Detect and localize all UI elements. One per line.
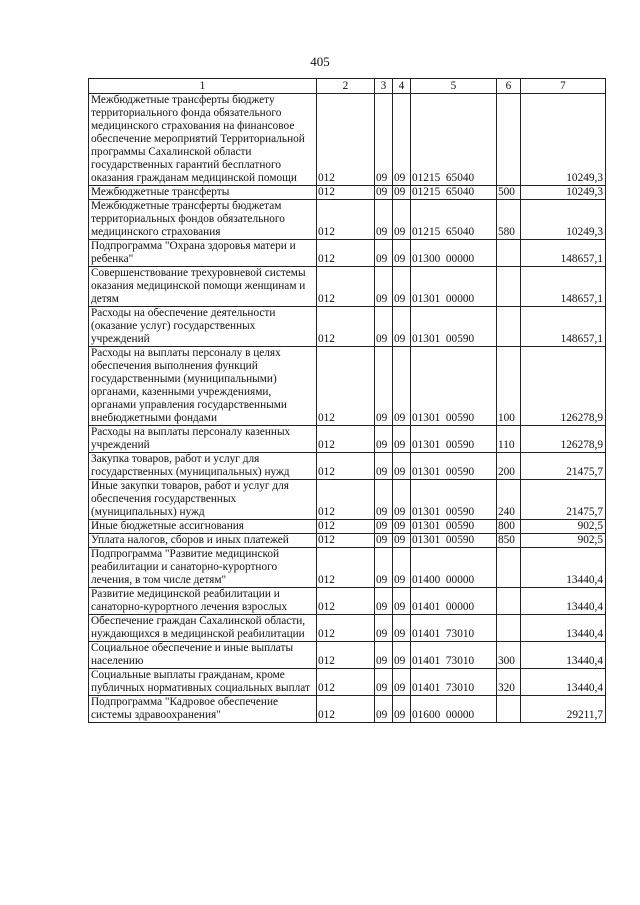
table-row <box>89 588 606 615</box>
row-name: Совершенствование трехуровневой системы оказания медицинской помощи женщинам и детям <box>89 267 317 307</box>
row-rz: 09 <box>375 669 393 696</box>
row-sum: 13440,4 <box>521 669 606 696</box>
row-rz: 09 <box>375 642 393 669</box>
row-pr: 09 <box>393 642 411 669</box>
row-csr: 01400 00000 <box>411 548 497 588</box>
row-ved: 012 <box>317 588 375 615</box>
row-ved: 012 <box>317 347 375 426</box>
table-row <box>89 696 606 723</box>
row-vr: 800 <box>497 520 521 534</box>
row-vr <box>497 615 521 642</box>
row-vr: 300 <box>497 642 521 669</box>
row-ved: 012 <box>317 615 375 642</box>
row-name: Подпрограмма "Кадровое обеспечение системы здравоохранения" <box>89 696 317 723</box>
table-row <box>89 669 606 696</box>
table-row <box>89 426 606 453</box>
row-sum: 148657,1 <box>521 307 606 347</box>
header-row <box>89 79 606 94</box>
row-vr <box>497 696 521 723</box>
row-sum: 13440,4 <box>521 615 606 642</box>
row-name: Подпрограмма "Охрана здоровья матери и ребенка" <box>89 240 317 267</box>
row-pr: 09 <box>393 426 411 453</box>
row-ved: 012 <box>317 453 375 480</box>
header-col-6: 6 <box>497 79 521 94</box>
header-col-5: 5 <box>411 79 497 94</box>
row-ved: 012 <box>317 548 375 588</box>
row-sum: 10249,3 <box>521 200 606 240</box>
row-vr <box>497 588 521 615</box>
row-vr: 240 <box>497 480 521 520</box>
row-ved: 012 <box>317 426 375 453</box>
row-name: Социальные выплаты гражданам, кроме публичных нормативных социальных выплат <box>89 669 317 696</box>
row-pr: 09 <box>393 453 411 480</box>
row-name: Закупка товаров, работ и услуг для государственных (муниципальных) нужд <box>89 453 317 480</box>
row-rz: 09 <box>375 347 393 426</box>
row-vr <box>497 267 521 307</box>
table-row <box>89 347 606 426</box>
row-sum: 126278,9 <box>521 347 606 426</box>
row-pr: 09 <box>393 200 411 240</box>
row-rz: 09 <box>375 94 393 186</box>
row-name: Расходы на выплаты персоналу в целях обеспечения выполнения функций государственными (муниципальными) органами, казенными учреждениями, органами управления государственными внебюджетными фондами <box>89 347 317 426</box>
row-sum: 21475,7 <box>521 480 606 520</box>
row-ved: 012 <box>317 267 375 307</box>
row-rz: 09 <box>375 534 393 548</box>
row-pr: 09 <box>393 307 411 347</box>
row-vr <box>497 548 521 588</box>
row-pr: 09 <box>393 480 411 520</box>
row-ved: 012 <box>317 480 375 520</box>
row-rz: 09 <box>375 307 393 347</box>
table-row <box>89 615 606 642</box>
row-name: Межбюджетные трансферты <box>89 186 317 200</box>
row-vr <box>497 307 521 347</box>
row-pr: 09 <box>393 347 411 426</box>
table-row <box>89 94 606 186</box>
table-row <box>89 642 606 669</box>
row-sum: 148657,1 <box>521 240 606 267</box>
row-vr: 850 <box>497 534 521 548</box>
row-name: Иные бюджетные ассигнования <box>89 520 317 534</box>
row-name: Подпрограмма "Развитие медицинской реабилитации и санаторно-курортного лечения, в том числе детям" <box>89 548 317 588</box>
row-vr: 320 <box>497 669 521 696</box>
row-pr: 09 <box>393 534 411 548</box>
table-row <box>89 240 606 267</box>
row-ved: 012 <box>317 534 375 548</box>
row-rz: 09 <box>375 696 393 723</box>
row-sum: 126278,9 <box>521 426 606 453</box>
header-col-2: 2 <box>317 79 375 94</box>
table-body <box>89 94 606 723</box>
row-ved: 012 <box>317 696 375 723</box>
row-csr: 01215 65040 <box>411 94 497 186</box>
header-col-1: 1 <box>89 79 317 94</box>
row-csr: 01401 73010 <box>411 615 497 642</box>
row-sum: 13440,4 <box>521 588 606 615</box>
row-csr: 01215 65040 <box>411 186 497 200</box>
row-sum: 29211,7 <box>521 696 606 723</box>
row-sum: 148657,1 <box>521 267 606 307</box>
row-rz: 09 <box>375 588 393 615</box>
row-name: Социальное обеспечение и иные выплаты населению <box>89 642 317 669</box>
row-rz: 09 <box>375 480 393 520</box>
row-vr: 500 <box>497 186 521 200</box>
row-ved: 012 <box>317 200 375 240</box>
header-col-7: 7 <box>521 79 606 94</box>
row-name: Межбюджетные трансферты бюджету территориального фонда обязательного медицинского страхования на финансовое обеспечение мероприятий Территориальной программы Сахалинской области государственных гарантий бесплатного оказания гражданам медицинской помощи <box>89 94 317 186</box>
row-sum: 13440,4 <box>521 548 606 588</box>
table-row <box>89 267 606 307</box>
budget-table <box>88 78 606 723</box>
row-rz: 09 <box>375 200 393 240</box>
row-csr: 01301 00590 <box>411 347 497 426</box>
row-sum: 902,5 <box>521 520 606 534</box>
row-name: Обеспечение граждан Сахалинской области, нуждающихся в медицинской реабилитации <box>89 615 317 642</box>
row-vr: 110 <box>497 426 521 453</box>
row-csr: 01301 00590 <box>411 426 497 453</box>
row-rz: 09 <box>375 520 393 534</box>
row-ved: 012 <box>317 669 375 696</box>
row-csr: 01301 00590 <box>411 534 497 548</box>
row-pr: 09 <box>393 696 411 723</box>
row-pr: 09 <box>393 548 411 588</box>
page-number: 405 <box>310 54 330 69</box>
row-csr: 01600 00000 <box>411 696 497 723</box>
table-row <box>89 548 606 588</box>
row-rz: 09 <box>375 615 393 642</box>
row-csr: 01301 00590 <box>411 480 497 520</box>
row-name: Расходы на обеспечение деятельности (оказание услуг) государственных учреждений <box>89 307 317 347</box>
row-csr: 01301 00590 <box>411 453 497 480</box>
row-vr: 200 <box>497 453 521 480</box>
row-rz: 09 <box>375 186 393 200</box>
row-sum: 902,5 <box>521 534 606 548</box>
row-pr: 09 <box>393 520 411 534</box>
row-rz: 09 <box>375 426 393 453</box>
table-row <box>89 520 606 534</box>
row-ved: 012 <box>317 307 375 347</box>
table-row <box>89 307 606 347</box>
row-sum: 10249,3 <box>521 186 606 200</box>
row-name: Иные закупки товаров, работ и услуг для обеспечения государственных (муниципальных) нужд <box>89 480 317 520</box>
header-col-4: 4 <box>393 79 411 94</box>
table-row <box>89 186 606 200</box>
row-csr: 01401 73010 <box>411 642 497 669</box>
row-ved: 012 <box>317 642 375 669</box>
table-row <box>89 453 606 480</box>
row-sum: 21475,7 <box>521 453 606 480</box>
row-pr: 09 <box>393 186 411 200</box>
row-pr: 09 <box>393 669 411 696</box>
row-pr: 09 <box>393 94 411 186</box>
row-vr: 100 <box>497 347 521 426</box>
row-ved: 012 <box>317 240 375 267</box>
row-csr: 01300 00000 <box>411 240 497 267</box>
row-rz: 09 <box>375 453 393 480</box>
row-name: Развитие медицинской реабилитации и санаторно-курортного лечения взрослых <box>89 588 317 615</box>
table-row <box>89 534 606 548</box>
table-row <box>89 480 606 520</box>
row-rz: 09 <box>375 548 393 588</box>
row-vr <box>497 240 521 267</box>
row-sum: 13440,4 <box>521 642 606 669</box>
table-row <box>89 200 606 240</box>
row-sum: 10249,3 <box>521 94 606 186</box>
row-rz: 09 <box>375 267 393 307</box>
row-rz: 09 <box>375 240 393 267</box>
row-name: Уплата налогов, сборов и иных платежей <box>89 534 317 548</box>
row-csr: 01301 00000 <box>411 267 497 307</box>
row-csr: 01401 73010 <box>411 669 497 696</box>
row-ved: 012 <box>317 186 375 200</box>
row-csr: 01215 65040 <box>411 200 497 240</box>
row-ved: 012 <box>317 520 375 534</box>
row-vr <box>497 94 521 186</box>
row-pr: 09 <box>393 588 411 615</box>
row-csr: 01401 00000 <box>411 588 497 615</box>
row-ved: 012 <box>317 94 375 186</box>
header-col-3: 3 <box>375 79 393 94</box>
row-name: Расходы на выплаты персоналу казенных учреждений <box>89 426 317 453</box>
row-csr: 01301 00590 <box>411 520 497 534</box>
row-pr: 09 <box>393 267 411 307</box>
row-csr: 01301 00590 <box>411 307 497 347</box>
row-pr: 09 <box>393 240 411 267</box>
row-vr: 580 <box>497 200 521 240</box>
row-name: Межбюджетные трансферты бюджетам территориальных фондов обязательного медицинского страхования <box>89 200 317 240</box>
row-pr: 09 <box>393 615 411 642</box>
